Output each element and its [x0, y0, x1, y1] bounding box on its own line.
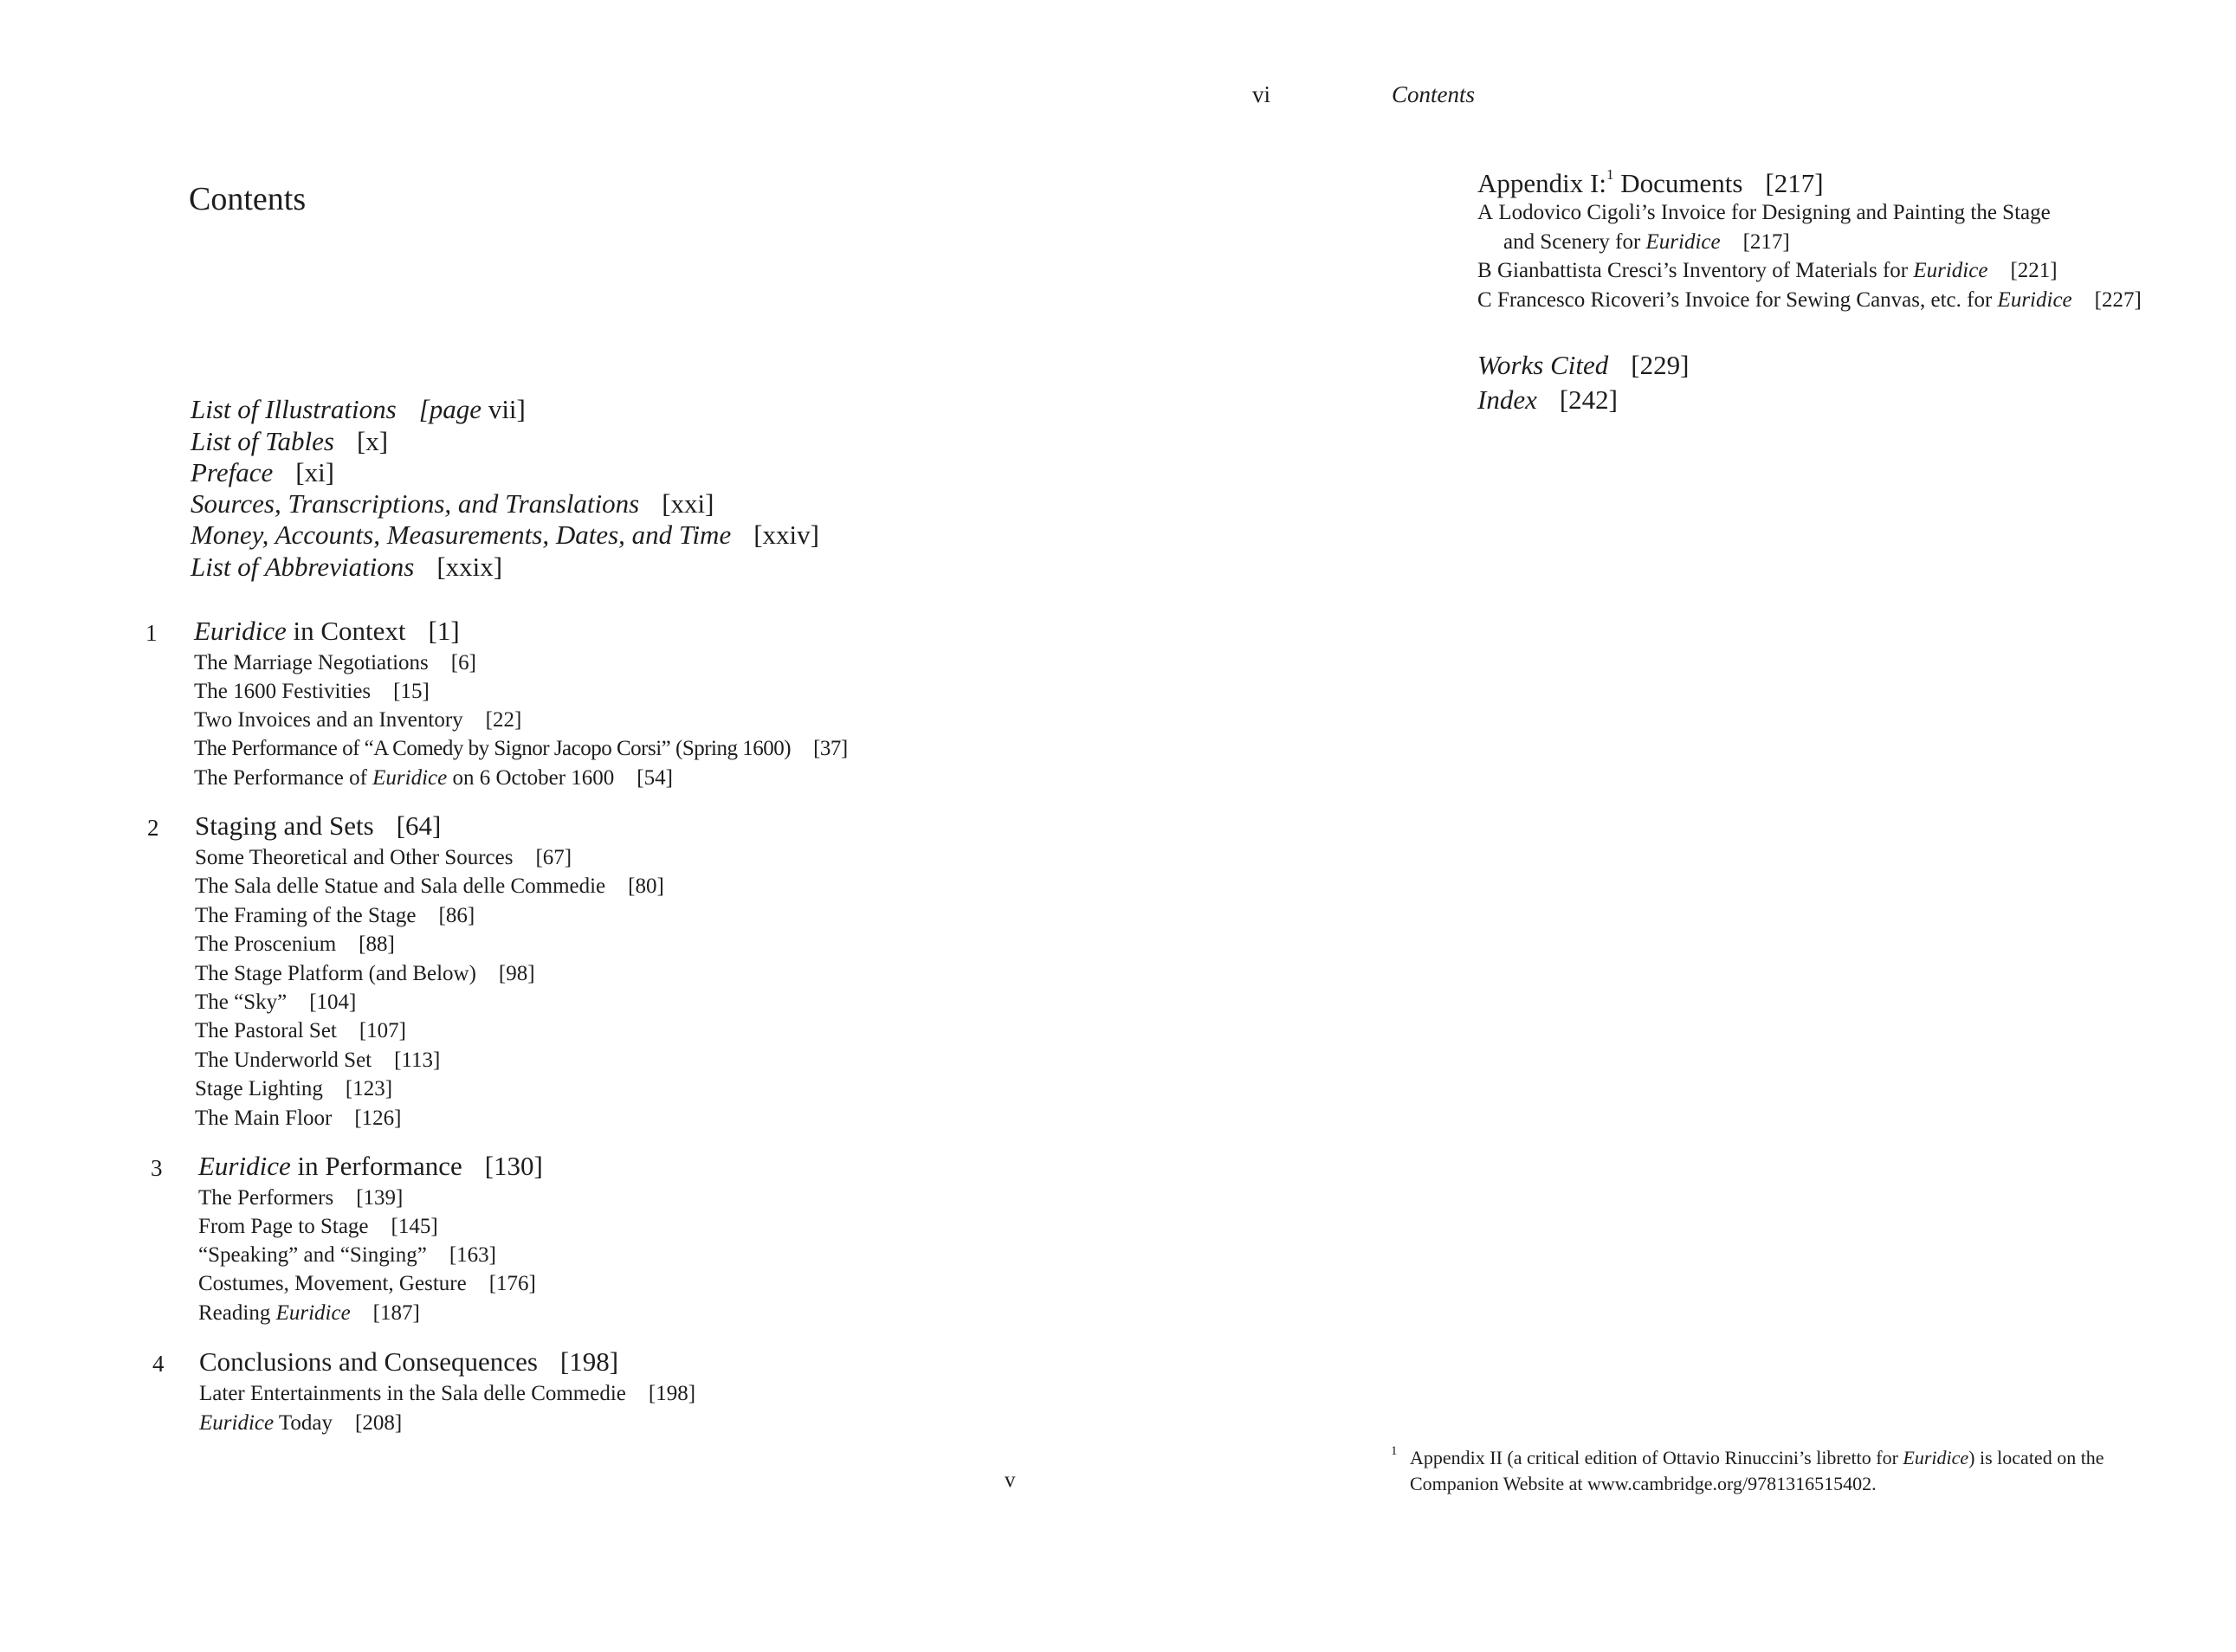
section-entry[interactable]: The Main Floor [126] — [195, 1107, 402, 1130]
toc-entry[interactable] — [1477, 349, 1689, 382]
section-entry[interactable]: The Underworld Set [113] — [195, 1049, 441, 1072]
running-head: Contents — [1392, 81, 1476, 107]
chapter-number: 1 — [145, 620, 158, 646]
page-heading: Contents — [189, 181, 307, 217]
appendix-title[interactable]: Appendix I:$^1$ Documents [217] — [1477, 166, 1824, 198]
section-entry[interactable]: From Page to Stage [145] — [198, 1215, 438, 1238]
section-entry[interactable]: Two Invoices and an Inventory [22] — [194, 708, 522, 732]
chapter-number: 3 — [151, 1155, 163, 1181]
toc-entry-title: Sources, Transcriptions, and Translations — [191, 488, 640, 519]
toc-entry-page: [xi] — [295, 457, 335, 487]
section-entry[interactable]: Some Theoretical and Other Sources [67] — [195, 846, 572, 869]
section-entry[interactable]: Reading Euridice [187] — [198, 1301, 420, 1325]
chapter-title[interactable]: Staging and Sets [64] — [195, 810, 442, 841]
section-entry[interactable]: The Framing of the Stage [86] — [195, 904, 475, 927]
section-entry[interactable]: Stage Lighting [123] — [195, 1077, 393, 1100]
section-entry[interactable]: The Proscenium [88] — [195, 932, 395, 956]
section-entry[interactable]: Later Entertainments in the Sala delle Commedie [198] — [199, 1382, 696, 1405]
chapter-title[interactable]: Conclusions and Consequences [198] — [199, 1346, 619, 1377]
toc-entry-page: [xxix] — [436, 552, 503, 582]
section-entry[interactable]: Costumes, Movement, Gesture [176] — [198, 1272, 536, 1295]
section-entry[interactable]: The 1600 Festivities [15] — [194, 680, 430, 703]
footnote-mark: 1 — [1391, 1444, 1398, 1458]
footnote-line: Companion Website at www.cambridge.org/9781316515402. — [1410, 1473, 1877, 1494]
toc-entry-title: Index — [1477, 384, 1537, 415]
section-entry[interactable]: The “Sky” [104] — [195, 991, 357, 1014]
toc-entry[interactable] — [191, 487, 714, 520]
section-entry[interactable]: The Marriage Negotiations [6] — [194, 651, 476, 674]
toc-entry[interactable] — [1477, 384, 1618, 416]
toc-entry-page: [page vii] — [418, 394, 526, 424]
appendix-page: [217] — [1765, 168, 1824, 198]
toc-entry[interactable] — [191, 456, 334, 489]
page-folio-right: vi — [1252, 81, 1271, 107]
chapter-page: [198] — [559, 1346, 619, 1377]
toc-entry-page: [xxiv] — [753, 519, 819, 550]
toc-entry-title: Preface — [191, 457, 274, 487]
chapter-page: [64] — [396, 810, 442, 841]
toc-entry-title: List of Tables — [191, 426, 334, 456]
toc-entry-page: [xxi] — [662, 488, 714, 519]
toc-entry-page: [242] — [1559, 384, 1618, 415]
appendix-item[interactable]: A Lodovico Cigoli’s Invoice for Designing and Painting the Stage — [1477, 201, 2051, 224]
chapter-title[interactable]: Euridice in Performance [130] — [198, 1151, 543, 1181]
page-folio-left: v — [1005, 1468, 1016, 1492]
section-entry[interactable]: The Sala delle Statue and Sala delle Commedie [80] — [195, 874, 664, 898]
toc-entry[interactable] — [191, 425, 388, 458]
chapter-number: 2 — [147, 815, 159, 841]
chapter-title[interactable]: Euridice in Context [1] — [194, 616, 460, 646]
toc-entry[interactable] — [191, 393, 526, 426]
toc-entry[interactable] — [191, 551, 502, 584]
appendix-item[interactable]: B Gianbattista Cresci’s Inventory of Materials for Euridice [221] — [1477, 259, 2058, 282]
section-entry[interactable]: The Performers [139] — [198, 1186, 404, 1210]
toc-entry[interactable] — [191, 519, 819, 552]
chapter-page: [1] — [428, 616, 460, 646]
footnote-line: Appendix II (a critical edition of Ottavio Rinuccini’s libretto for Euridice) is located on the — [1410, 1447, 2104, 1468]
chapter-number: 4 — [152, 1351, 165, 1377]
toc-entry-title: Money, Accounts, Measurements, Dates, and Time — [191, 519, 732, 550]
toc-entry-page: [229] — [1631, 350, 1690, 380]
appendix-item[interactable]: C Francesco Ricoveri’s Invoice for Sewing Canvas, etc. for Euridice [227] — [1477, 288, 2142, 312]
appendix-item-continued[interactable]: and Scenery for Euridice [217] — [1503, 230, 1790, 254]
section-entry[interactable]: The Performance of Euridice on 6 October 1600 [54] — [194, 766, 673, 790]
toc-entry-title: List of Illustrations — [191, 394, 397, 424]
chapter-page: [130] — [484, 1151, 543, 1181]
footnote-mark: 1 — [1606, 166, 1614, 183]
section-entry[interactable]: The Performance of “A Comedy by Signor Jacopo Corsi” (Spring 1600) [37] — [194, 737, 848, 760]
toc-entry-title: Works Cited — [1477, 350, 1609, 380]
section-entry[interactable]: “Speaking” and “Singing” [163] — [198, 1243, 496, 1267]
section-entry[interactable]: The Stage Platform (and Below) [98] — [195, 962, 535, 985]
toc-entry-page: [x] — [356, 426, 389, 456]
section-entry[interactable]: The Pastoral Set [107] — [195, 1019, 407, 1042]
section-entry[interactable]: Euridice Today [208] — [199, 1411, 403, 1435]
toc-entry-title: List of Abbreviations — [191, 552, 415, 582]
